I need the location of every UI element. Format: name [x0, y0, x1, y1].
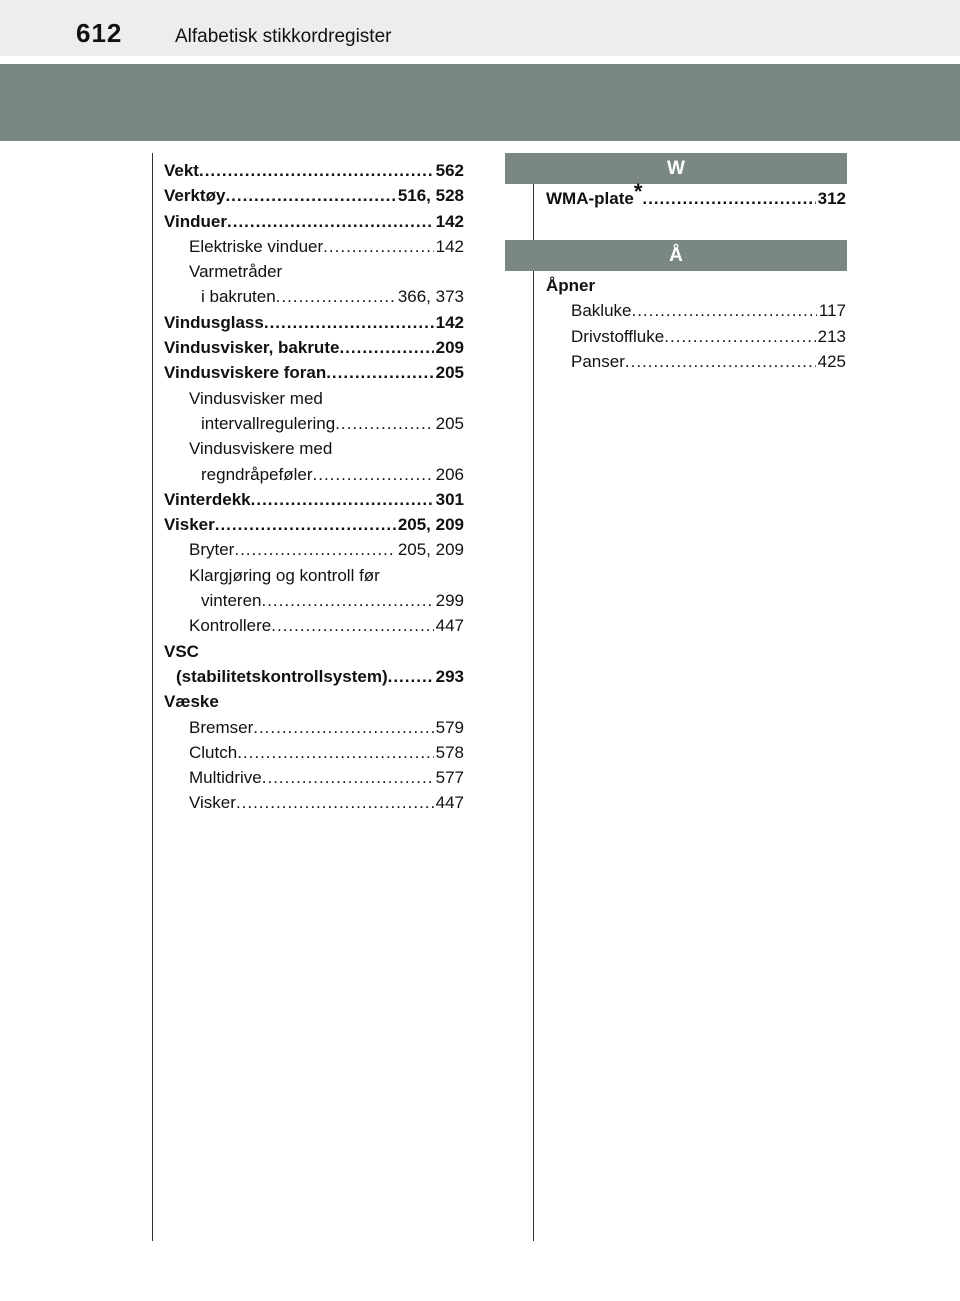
- index-entry[interactable]: [546, 298, 846, 323]
- index-entry[interactable]: [164, 563, 464, 588]
- index-entry[interactable]: [164, 537, 464, 562]
- entry-label: Bakluke: [571, 301, 632, 321]
- column-divider-middle: [533, 153, 534, 1241]
- entry-page: 205: [435, 413, 464, 433]
- leader-dots: [262, 765, 434, 790]
- index-entry[interactable]: [164, 487, 464, 512]
- section-header-aa: Å: [505, 240, 847, 271]
- entry-page: 366, 373: [397, 287, 464, 307]
- entry-label: Vinduer: [164, 211, 227, 231]
- leader-dots: [631, 298, 816, 323]
- entry-page: 577: [435, 768, 464, 788]
- entry-label: Drivstoffluke: [571, 326, 665, 346]
- index-entry[interactable]: [164, 335, 464, 360]
- index-entry[interactable]: [164, 158, 464, 183]
- index-entry[interactable]: [546, 324, 846, 349]
- leader-dots: [234, 537, 395, 562]
- index-entry[interactable]: [164, 310, 464, 335]
- page-header: [0, 0, 960, 56]
- entry-label: Klargjøring og kontroll før: [189, 565, 380, 585]
- leader-dots: [264, 310, 434, 335]
- index-entry[interactable]: [164, 360, 464, 385]
- entry-label: Multidrive: [189, 768, 262, 788]
- entry-label: Vindusvisker, bakrute: [164, 338, 340, 358]
- page-number: 612: [76, 18, 123, 48]
- entry-label: regndråpeføler: [201, 464, 313, 484]
- entry-page: 206: [435, 464, 464, 484]
- entry-page: 579: [435, 717, 464, 737]
- entry-label: VSC: [164, 641, 199, 661]
- leader-dots: [339, 335, 433, 360]
- entry-page: 447: [435, 616, 464, 636]
- leader-dots: [642, 186, 815, 211]
- entry-label: Vindusvisker med: [189, 388, 323, 408]
- index-entry[interactable]: [164, 664, 464, 689]
- entry-label: i bakruten: [201, 287, 276, 307]
- index-entry[interactable]: [164, 790, 464, 815]
- index-entry-wma[interactable]: [546, 179, 846, 211]
- page-title: Alfabetisk stikkordregister: [175, 26, 392, 47]
- entry-page: 312: [817, 189, 846, 208]
- entry-page: 205, 209: [397, 540, 464, 560]
- entry-page: 142: [435, 236, 464, 256]
- leader-dots: [261, 588, 433, 613]
- leader-dots: [199, 158, 434, 183]
- index-entry[interactable]: [164, 588, 464, 613]
- entry-label: (stabilitetskontrollsystem): [176, 666, 388, 686]
- entry-label: Vekt: [164, 161, 199, 180]
- entry-label: Bremser: [189, 717, 254, 737]
- entry-page: 299: [435, 591, 464, 611]
- entry-page: 142: [435, 312, 464, 332]
- header-band: [0, 64, 960, 141]
- entry-label: Panser: [571, 351, 625, 371]
- entry-label: Væske: [164, 692, 219, 712]
- leader-dots: [323, 234, 433, 259]
- leader-dots: [388, 664, 434, 689]
- entry-page: 447: [435, 793, 464, 813]
- leader-dots: [664, 324, 815, 349]
- index-column-right: [546, 273, 846, 374]
- entry-label: Åpner: [546, 276, 596, 295]
- leader-dots: [313, 462, 434, 487]
- index-entry[interactable]: [164, 411, 464, 436]
- entry-label: Visker: [164, 515, 215, 535]
- leader-dots: [227, 209, 434, 234]
- index-entry[interactable]: [164, 639, 464, 664]
- index-entry[interactable]: [164, 284, 464, 309]
- index-entry[interactable]: [164, 259, 464, 284]
- entry-label: Vinterdekk: [164, 489, 251, 509]
- entry-page: 516, 528: [397, 186, 464, 206]
- entry-label: Clutch: [189, 742, 238, 762]
- entry-page: 301: [435, 489, 464, 509]
- leader-dots: [326, 360, 433, 385]
- entry-label: Bryter: [189, 540, 235, 560]
- leader-dots: [215, 512, 396, 537]
- leader-dots: [251, 487, 434, 512]
- entry-page: 205: [435, 363, 464, 383]
- entry-label: Kontrollere: [189, 616, 272, 636]
- column-divider-left: [152, 153, 153, 1241]
- leader-dots: [225, 183, 395, 208]
- entry-label: Vindusviskere foran: [164, 363, 327, 383]
- entry-page: 213: [817, 326, 846, 346]
- entry-label: WMA-plate: [546, 189, 634, 208]
- entry-label: vinteren: [201, 591, 262, 611]
- index-entry[interactable]: [164, 386, 464, 411]
- entry-page: 578: [435, 742, 464, 762]
- index-entry[interactable]: [164, 183, 464, 208]
- entry-page: 562: [435, 161, 464, 180]
- index-entry[interactable]: [164, 689, 464, 714]
- index-entry[interactable]: [164, 209, 464, 234]
- index-column-left: [164, 158, 464, 816]
- entry-page: 293: [435, 666, 464, 686]
- entry-label: intervallregulering: [201, 413, 336, 433]
- entry-page: 205, 209: [397, 515, 464, 535]
- entry-label: Vindusviskere med: [189, 439, 333, 459]
- entry-label: Elektriske vinduer: [189, 236, 324, 256]
- entry-page: 209: [435, 338, 464, 358]
- entry-label: Vindusglass: [164, 312, 264, 332]
- index-entry[interactable]: [546, 349, 846, 374]
- leader-dots: [271, 613, 433, 638]
- index-entry[interactable]: [164, 436, 464, 461]
- leader-dots: [335, 411, 433, 436]
- entry-label: Visker: [189, 793, 236, 813]
- index-entry[interactable]: [164, 613, 464, 638]
- leader-dots: [237, 740, 433, 765]
- index-entry[interactable]: [164, 765, 464, 790]
- entry-page: 142: [435, 211, 464, 231]
- index-entry[interactable]: [164, 715, 464, 740]
- entry-label: Verktøy: [164, 186, 226, 206]
- section-header-w: W: [505, 153, 847, 184]
- index-entry[interactable]: [164, 512, 464, 537]
- index-entry[interactable]: [164, 462, 464, 487]
- footnote-mark: *: [633, 179, 643, 205]
- leader-dots: [253, 715, 433, 740]
- leader-dots: [625, 349, 816, 374]
- index-entry[interactable]: [164, 234, 464, 259]
- entry-page: 425: [817, 351, 846, 371]
- leader-dots: [276, 284, 396, 309]
- index-entry[interactable]: [164, 740, 464, 765]
- entry-page: 117: [818, 301, 846, 321]
- index-entry[interactable]: [546, 273, 846, 298]
- leader-dots: [236, 790, 434, 815]
- entry-label: Varmetråder: [189, 262, 283, 282]
